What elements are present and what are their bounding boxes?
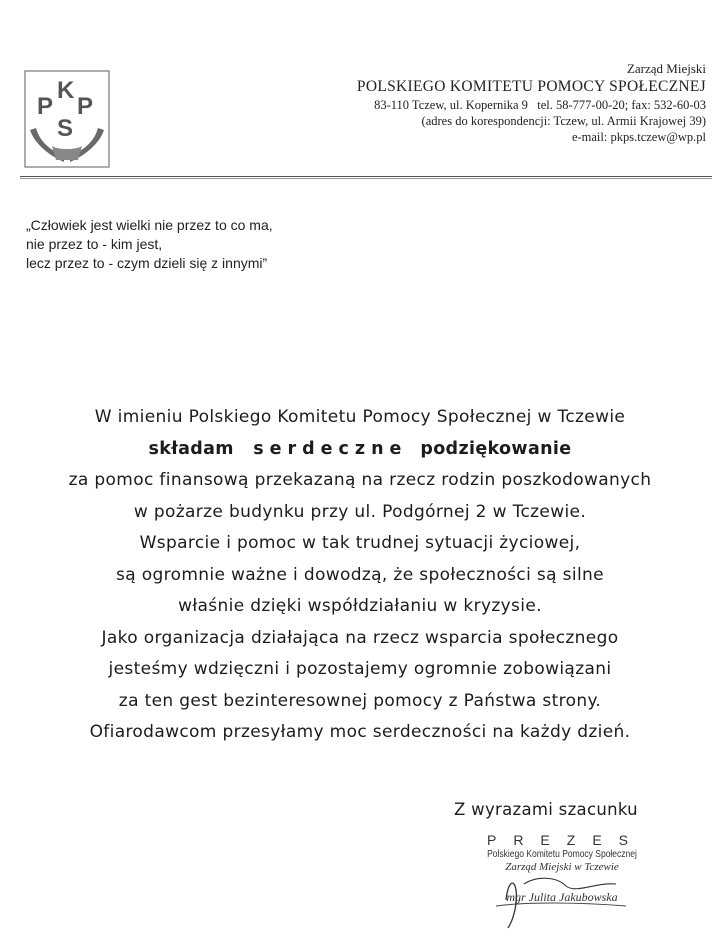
letter-line5: Wsparcie i pomoc w tak trudnej sytuacji życiowej, bbox=[139, 533, 581, 553]
letterhead-org-name: POLSKIEGO KOMITETU POMOCY SPOŁECZNEJ bbox=[356, 78, 706, 95]
logo-letter-k: K bbox=[57, 77, 75, 104]
letter-line4: w pożarze budynku przy ul. Podgórnej 2 w Tczewie. bbox=[133, 501, 587, 522]
letterhead-line1: Zarząd Miejski bbox=[626, 61, 706, 76]
thanks-word3: podziękowanie bbox=[420, 438, 572, 459]
letterhead-address: 83-110 Tczew, ul. Kopernika 9 tel. 58-777-00-20; fax: 532-60-03 bbox=[374, 98, 706, 112]
quote-line2: nie przez to - kim jest, bbox=[26, 236, 163, 252]
stamp-name: mgr Julita Jakubowska bbox=[506, 890, 618, 904]
letter-line1: W imieniu Polskiego Komitetu Pomocy Społecznej w Tczewie bbox=[94, 407, 626, 427]
letter-line7: właśnie dzięki współdziałaniu w kryzysie. bbox=[178, 596, 542, 616]
stamp-city: Zarząd Miejski w Tczewie bbox=[505, 861, 619, 873]
letter-body bbox=[0, 402, 720, 749]
letterhead bbox=[236, 60, 706, 145]
logo-letter-p1: P bbox=[37, 93, 54, 120]
letter-line11: Ofiarodawcom przesyłamy moc serdeczności na każdy dzień. bbox=[89, 722, 631, 742]
letter-line8: Jako organizacja działająca na rzecz wsparcia społecznego bbox=[101, 627, 619, 648]
logo-letter-p2: P bbox=[77, 93, 94, 120]
letterhead-correspondence: (adres do korespondencji: Tczew, ul. Armii Krajowej 39) bbox=[421, 114, 706, 128]
quote-line1: „Człowiek jest wielki nie przez to co ma, bbox=[26, 217, 273, 233]
handwritten-signature bbox=[466, 862, 656, 932]
stamp-title: PREZES bbox=[486, 832, 645, 848]
thanks-word1: składam bbox=[148, 438, 234, 459]
header-divider bbox=[20, 176, 712, 177]
letterhead-email: e-mail: pkps.tczew@wp.pl bbox=[571, 130, 706, 144]
letter-line9: jesteśmy wdzięczni i pozostajemy ogromnie zobowiązani bbox=[108, 659, 612, 679]
header-divider-shadow bbox=[20, 178, 712, 179]
thanks-word2: serdeczne bbox=[253, 438, 408, 459]
quote-line3: lecz przez to - czym dzieli się z innymi” bbox=[26, 255, 268, 271]
pkps-logo bbox=[24, 70, 110, 168]
letter-line3: za pomoc finansową przekazaną na rzecz rodzin poszkodowanych bbox=[68, 470, 652, 490]
closing-phrase: Z wyrazami szacunku bbox=[454, 800, 638, 819]
logo-letter-s: S bbox=[57, 115, 74, 142]
motto-quote bbox=[26, 216, 273, 273]
letter-thanks-line bbox=[0, 434, 720, 466]
letter-line6: są ogromnie ważne i dowodzą, że społeczności są silne bbox=[116, 564, 604, 585]
letter-line10: za ten gest bezinteresownej pomocy z Państwa strony. bbox=[118, 690, 602, 711]
stamp-org: Polskiego Komitetu Pomocy Społecznej bbox=[487, 849, 637, 860]
